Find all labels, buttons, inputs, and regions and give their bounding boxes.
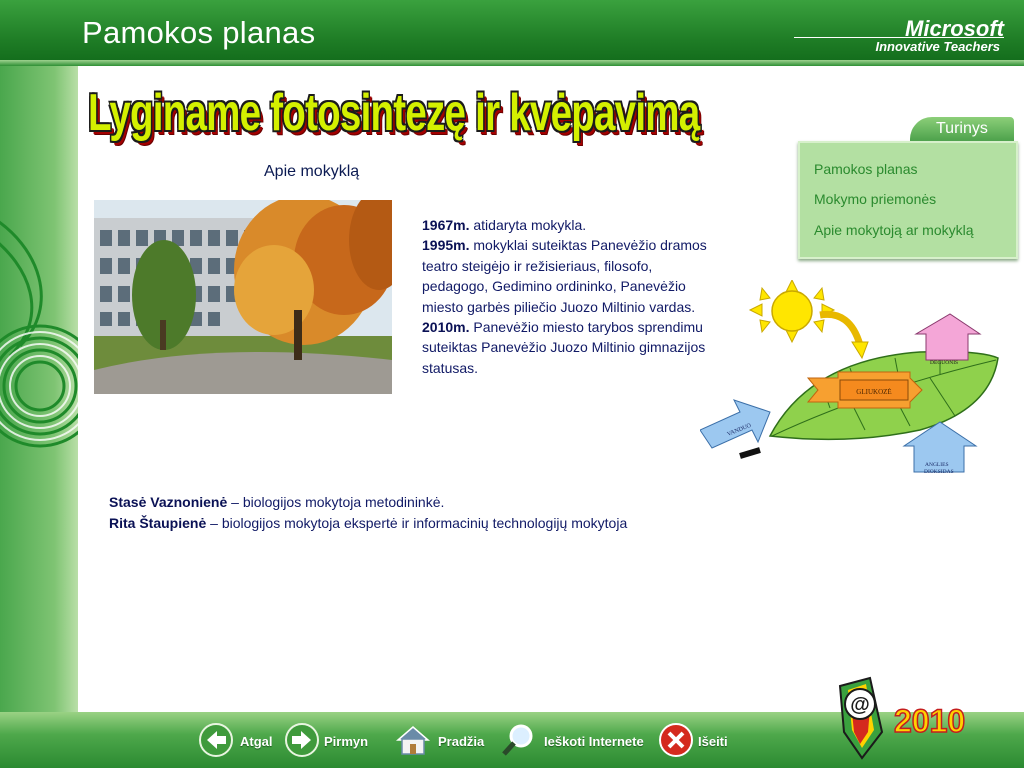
- page-headline: Lyginame fotosintezę ir kvėpavimą: [88, 84, 700, 142]
- logo-2010: [830, 672, 1010, 762]
- menu-tab-label: Turinys: [936, 120, 988, 137]
- forward-button[interactable]: [284, 722, 376, 760]
- menu-item-about-teacher[interactable]: Apie mokytoją ar mokyklą: [814, 222, 974, 238]
- logo-year: 2010: [894, 703, 966, 739]
- water-arrow: [700, 400, 770, 448]
- water-label: VANDUO: [726, 422, 753, 438]
- menu-tab: [910, 117, 1014, 142]
- left-sidebar-decoration: [0, 66, 78, 768]
- photosynthesis-diagram: [700, 280, 1000, 476]
- magnifier-icon: [500, 722, 538, 758]
- year-2010: 2010m.: [422, 319, 470, 336]
- light-arrow: [820, 314, 860, 345]
- search-internet-button[interactable]: [500, 722, 650, 760]
- brand-subtitle: Innovative Teachers: [875, 39, 1000, 54]
- home-icon: [394, 722, 432, 758]
- brand-name: Microsoft: [905, 16, 1004, 41]
- glucose-label: GLIUKOZĖ: [856, 388, 892, 396]
- swirl-decoration: [0, 66, 78, 768]
- arrow-left-icon: [198, 722, 234, 758]
- author-line: [109, 492, 627, 513]
- year-1967: 1967m.: [422, 217, 470, 233]
- leaf-stem: [740, 450, 760, 456]
- co2-label-1: ANGLIES: [925, 462, 949, 468]
- forward-label: Pirmyn: [324, 734, 369, 749]
- oxygen-label: DEGUONIS: [930, 360, 959, 366]
- brand-divider: [794, 37, 1004, 38]
- search-label: Ieškoti Internete: [544, 734, 644, 749]
- text-1995: mokyklai suteiktas Panevėžio dramos teatro steigėjo ir režisieriaus, filosofo, pedagogo, Gedimino ordininko, Panevėžio miesto garbės piliečio Juozo Miltinio vardas.: [422, 237, 707, 315]
- text-1967: atidaryta mokykla.: [469, 217, 587, 233]
- microsoft-logo: [794, 16, 1004, 58]
- year-1995: 1995m.: [422, 237, 470, 254]
- school-photo: [94, 200, 392, 394]
- school-history: [422, 215, 722, 378]
- at-sign-icon: @: [850, 694, 870, 716]
- section-title: Apie mokyklą: [264, 163, 360, 180]
- back-button[interactable]: [198, 722, 282, 760]
- menu-item-lesson-plan[interactable]: Pamokos planas: [814, 161, 918, 177]
- author-role: – biologijos mokytoja metodininkė.: [227, 494, 445, 510]
- exit-label: Išeiti: [698, 734, 728, 749]
- author-name: Rita Štaupienė: [109, 514, 207, 531]
- arrow-right-icon: [284, 722, 320, 758]
- app-title: Pamokos planas: [82, 15, 316, 50]
- authors-list: [109, 492, 627, 533]
- home-button[interactable]: [394, 722, 494, 760]
- contents-menu: [798, 141, 1018, 259]
- home-label: Pradžia: [438, 734, 485, 749]
- sun-icon: [750, 280, 834, 342]
- author-line: [109, 513, 627, 534]
- menu-item-teaching-tools[interactable]: Mokymo priemonės: [814, 191, 937, 207]
- close-icon: [658, 722, 694, 758]
- header-bar: [0, 0, 1024, 66]
- author-name: Stasė Vaznonienė: [109, 494, 228, 510]
- author-role: – biologijos mokytoja ekspertė ir informacinių technologijų mokytoja: [206, 514, 628, 531]
- text-2010: Panevėžio miesto tarybos sprendimu suteiktas Panevėžio Juozo Miltinio gimnazijos statusas.: [422, 319, 706, 376]
- light-arrowhead: [852, 342, 868, 358]
- exit-button[interactable]: [658, 722, 738, 760]
- co2-label-2: DIOKSIDAS: [924, 469, 954, 475]
- back-label: Atgal: [240, 734, 273, 749]
